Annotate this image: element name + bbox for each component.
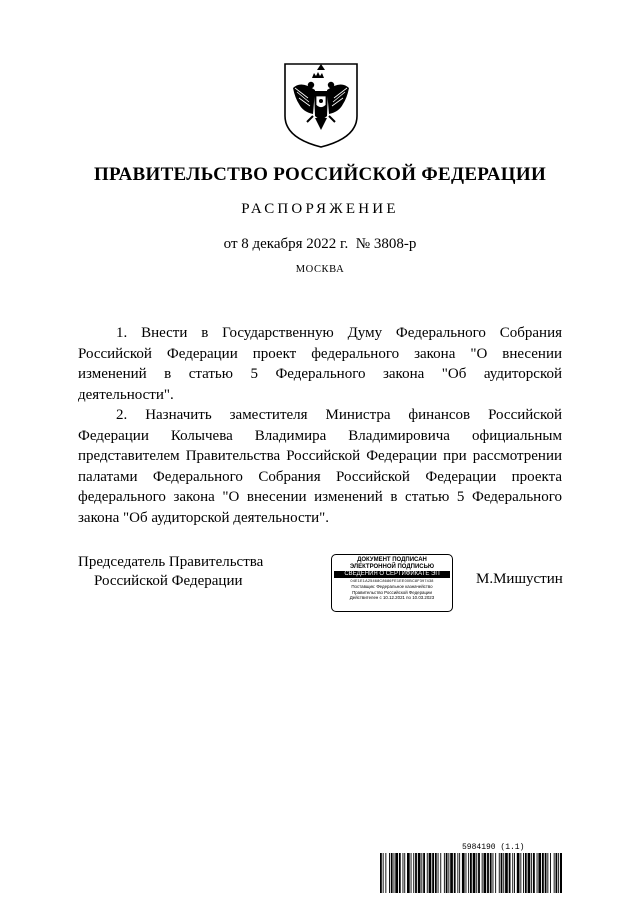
stamp-line1: ДОКУМЕНТ ПОДПИСАН bbox=[357, 557, 427, 563]
barcode-icon bbox=[380, 853, 562, 893]
paragraph-2: 2. Назначить заместителя Министра финансов Российской Федерации Колычева Владимира Владимировича официальным представителем Правительства Российской Федерации при рассмотрении палатами Федерального Собрания Российской Федерации проекта федерального закона "О внесении изменений в статью 5 Федерального закона "Об аудиторской деятельности". bbox=[78, 407, 562, 526]
stamp-line2: ЭЛЕКТРОННОЙ ПОДПИСЬЮ bbox=[349, 564, 435, 570]
document-city: МОСКВА bbox=[295, 264, 345, 275]
state-emblem-icon bbox=[279, 58, 363, 150]
stamp-certificate-header: СВЕДЕНИЯ О СЕРТИФИКАТЕ ЭП bbox=[334, 571, 450, 578]
stamp-issuer-line1: Поставщик: Федеральное казначейство bbox=[351, 584, 433, 589]
electronic-signature-stamp bbox=[331, 554, 453, 612]
organization-title: ПРАВИТЕЛЬСТВО РОССИЙСКОЙ ФЕДЕРАЦИИ bbox=[93, 164, 547, 185]
signatory-position-line2: Российской Федерации bbox=[94, 573, 243, 589]
paragraph-1: 1. Внести в Государственную Думу Федерального Собрания Российской Федерации проект федерального закона "О внесении изменений в статью 5 Федерального закона "Об аудиторской деятельности". bbox=[78, 325, 562, 403]
signatory-position bbox=[78, 553, 263, 591]
document-date-line bbox=[0, 236, 640, 253]
stamp-validity: Действителен с 10.12.2021 по 10.03.2023 bbox=[349, 595, 435, 600]
signatory-name: М.Мишустин bbox=[476, 571, 563, 587]
signatory-position-line1: Председатель Правительства bbox=[78, 554, 264, 570]
document-number: № 3808-р bbox=[355, 236, 417, 252]
barcode-number: 5984190 (1.1) bbox=[462, 843, 525, 852]
document-body bbox=[78, 323, 562, 528]
document-date: от 8 декабря 2022 г. bbox=[223, 236, 349, 252]
document-type: РАСПОРЯЖЕНИЕ bbox=[241, 201, 399, 217]
stamp-serial: 04E1E1A25468C8686FE1EE00BC8F397438 bbox=[350, 579, 434, 583]
stamp-issuer-line2: Правительство Российской Федерации bbox=[352, 589, 432, 595]
